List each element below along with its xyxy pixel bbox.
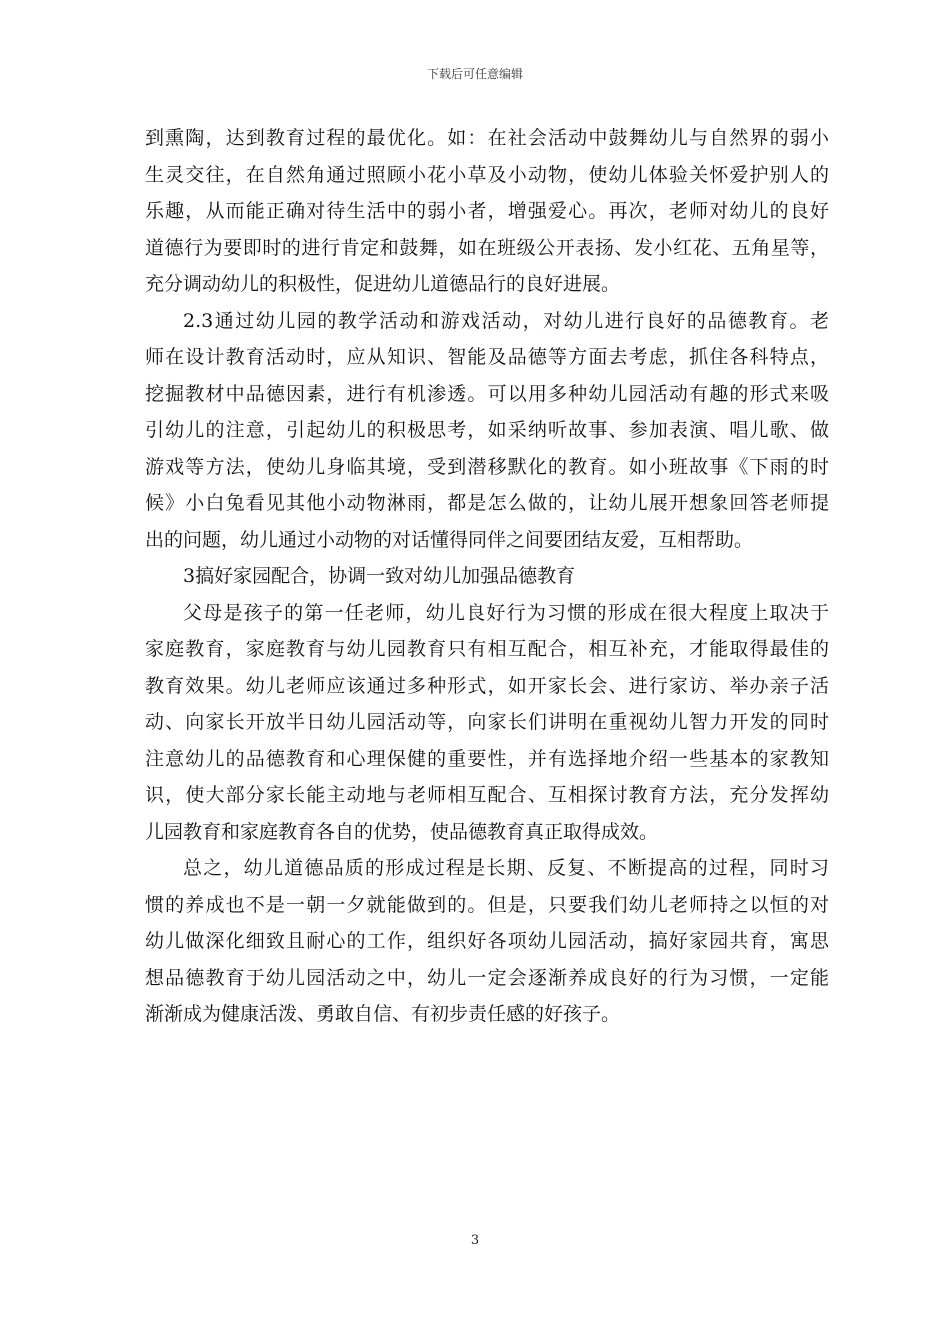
text-line: 师在设计教育活动时，应从知识、智能及品德等方面去考虑，抓住各科特点， [145,346,829,368]
text-line: 惯的养成也不是一朝一夕就能做到的。但是，只要我们幼儿老师持之以恒的对 [145,893,829,916]
text-line: 识，使大部分家长能主动地与老师相互配合、互相探讨教育方法，充分发挥幼 [145,784,829,806]
section-heading [145,558,829,595]
page-header: 下载后可任意编辑 [426,67,523,81]
text-line: 充分调动幼儿的积极性，促进幼儿道德品行的良好进展。 [145,273,621,295]
text-line: 道德行为要即时的进行肯定和鼓舞，如在班级公开表扬、发小红花、五角星等， [145,236,829,259]
text-line: 儿园教育和家庭教育各自的优势，使品德教育真正取得成效。 [145,820,659,843]
text-line: 挖掘教材中品德因素，进行有机渗透。可以用多种幼儿园活动有趣的形式来吸 [145,382,829,405]
paragraph-2 [145,303,829,559]
paragraph-3 [145,595,829,851]
text-line: 2.3通过幼儿园的教学活动和游戏活动，对幼儿进行良好的品德教育。老 [183,309,829,332]
text-line: 注意幼儿的品德教育和心理保健的重要性，并有选择地介绍一些基本的家教知 [145,747,829,770]
text-line: 父母是孩子的第一任老师，幼儿良好行为习惯的形成在很大程度上取决于 [183,601,829,624]
text-line: 动、向家长开放半日幼儿园活动等，向家长们讲明在重视幼儿智力开发的同时 [145,711,829,733]
text-line: 幼儿做深化细致且耐心的工作，组织好各项幼儿园活动，搞好家园共育，寓思 [145,930,829,952]
text-line: 出的问题，幼儿通过小动物的对话懂得同伴之间要团结友爱，互相帮助。 [145,528,754,551]
text-line: 生灵交往，在自然角通过照顾小花小草及小动物，使幼儿体验关怀爱护别人的 [145,163,829,186]
paragraph-1 [145,120,829,303]
text-line: 候》小白兔看见其他小动物淋雨，都是怎么做的，让幼儿展开想象回答老师提 [145,492,829,514]
section-heading-text: 3搞好家园配合，协调一致对幼儿加强品德教育 [183,565,576,587]
text-line: 游戏等方法，使幼儿身临其境，受到潜移默化的教育。如小班故事《下雨的时 [145,455,829,478]
text-line: 乐趣，从而能正确对待生活中的弱小者，增强爱心。再次，老师对幼儿的良好 [145,200,829,222]
document-body [145,120,829,1033]
text-line: 渐渐成为健康活泼、勇敢自信、有初步责任感的好孩子。 [145,1003,621,1025]
text-line: 家庭教育，家庭教育与幼儿园教育只有相互配合，相互补充，才能取得最佳的 [145,638,829,660]
text-line: 想品德教育于幼儿园活动之中，幼儿一定会逐渐养成良好的行为习惯，一定能 [145,966,829,989]
page-number: 3 [470,1233,480,1248]
paragraph-4 [145,850,829,1033]
text-line: 教育效果。幼儿老师应该通过多种形式，如开家长会、进行家访、举办亲子活 [145,674,829,697]
text-line: 到熏陶，达到教育过程的最优化。如：在社会活动中鼓舞幼儿与自然界的弱小 [145,127,829,149]
text-line: 引幼儿的注意，引起幼儿的积极思考，如采纳听故事、参加表演、唱儿歌、做 [145,419,829,441]
text-line: 总之，幼儿道德品质的形成过程是长期、反复、不断提高的过程，同时习 [183,857,829,879]
